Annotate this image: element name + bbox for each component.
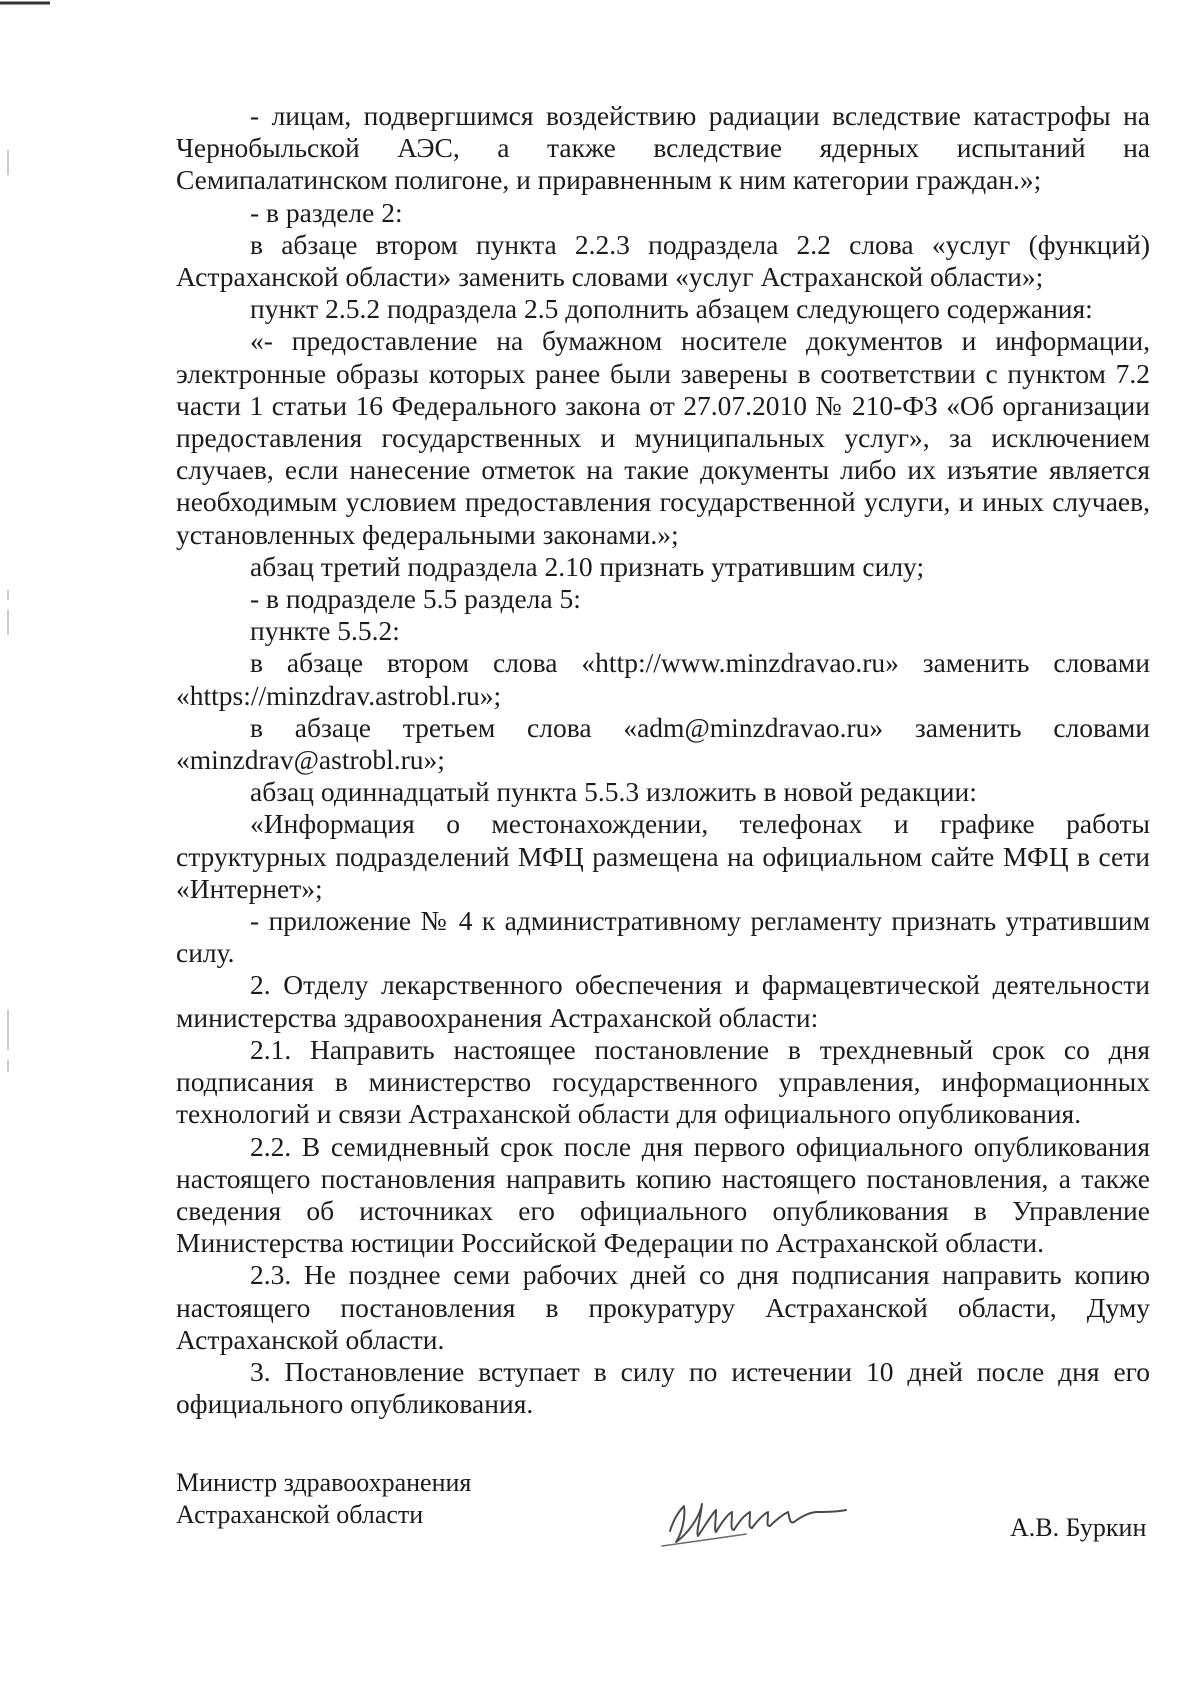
paragraph: - в разделе 2: (250, 196, 403, 228)
paragraph: в абзаце втором слова «http://www.minzdravao.ru» заменить словами «https://minzdrav.astrobl.ru»; (176, 647, 1150, 711)
paragraph: пункте 5.5.2: (250, 615, 400, 647)
paragraph: в абзаце третьем слова «adm@minzdravao.ru» заменить словами «minzdrav@astrobl.ru»; (176, 711, 1150, 776)
paragraph: 2.1. Направить настоящее постановление в трехдневный срок со дня подписания в министерство государственного управления, информационных технологий и связи Астраханской области для официального опубликования. (176, 1033, 1150, 1130)
paragraph: - лицам, подвергшимся воздействию радиации вследствие катастрофы на Чернобыльской АЭС, а также вследствие ядерных испытаний на Семипалатинском полигоне, и приравненным к ним категории граждан.»; (176, 100, 1150, 196)
paragraph: 3. Постановление вступает в силу по истечении 10 дней после дня его официального опубликования. (176, 1355, 1150, 1420)
paragraph: абзац одиннадцатый пункта 5.5.3 изложить в новой редакции: (250, 776, 977, 808)
position-line-2: Астраханской области (176, 1500, 424, 1529)
scan-margin-marks (0, 0, 40, 1696)
paragraph: пункт 2.5.2 подраздела 2.5 дополнить абзацем следующего содержания: (250, 293, 1093, 325)
paragraph: абзац третий подраздела 2.10 признать утратившим силу; (250, 550, 925, 582)
paragraph: 2.2. В семидневный срок после дня первого официального опубликования настоящего постановления направить копию настоящего постановления, а также сведения об источниках его официального опубликования в Управление Министерства юстиции Российской Федерации по Астраханской области. (176, 1130, 1150, 1259)
position-line-1: Министр здравоохранения (176, 1468, 472, 1497)
paragraph: - приложение № 4 к административному регламенту признать утратившим силу. (176, 905, 1150, 969)
paragraph: в абзаце втором пункта 2.2.3 подраздела 2.2 слова «услуг (функций) Астраханской области» заменить словами «услуг Астраханской области»; (176, 228, 1150, 293)
paragraph: 2.3. Не позднее семи рабочих дней со дня подписания направить копию настоящего постановления в прокуратуру Астраханской области, Думу Астраханской области. (176, 1259, 1150, 1355)
document-body (176, 100, 1150, 1420)
paragraph: «- предоставление на бумажном носителе документов и информации, электронные образы которых ранее были заверены в соответствии с пунктом 7.2 части 1 статьи 16 Федерального закона от 27.07.2010 № 210-ФЗ «Об организации предоставления государственных и муниципальных услуг», за исключением случаев, если нанесение отметок на такие документы либо их изъятие является необходимым условием предоставления государственной услуги, и иных случаев, установленных федеральными законами.»; (176, 325, 1150, 550)
handwritten-signature (650, 1476, 880, 1556)
paragraph: «Информация о местонахождении, телефонах и графике работы структурных подразделений МФЦ размещена на официальном сайте МФЦ в сети «Интернет»; (176, 808, 1150, 904)
paragraph: 2. Отделу лекарственного обеспечения и фармацевтической деятельности министерства здравоохранения Астраханской области: (176, 969, 1150, 1033)
signatory-position (176, 1467, 471, 1531)
paragraph: - в подразделе 5.5 раздела 5: (250, 583, 581, 615)
signatory-name: А.В. Буркин (1010, 1513, 1147, 1542)
